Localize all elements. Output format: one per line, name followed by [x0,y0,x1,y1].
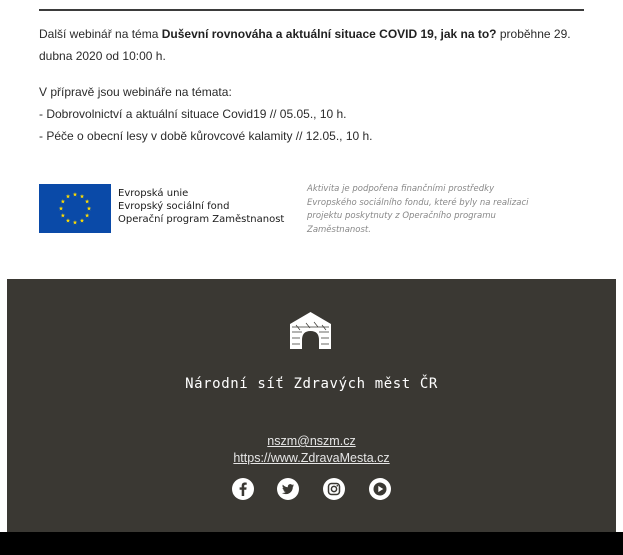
eu-star [59,206,63,210]
eu-star [85,199,89,203]
funding-note-line: Evropského sociálního fondu, které byly na realizaci [307,197,529,208]
webinar-announcement [39,23,584,67]
upcoming-webinar-1: - Dobrovolnictví a aktuální situace Covid19 // 05.05., 10 h. [39,107,347,121]
article-content [39,23,584,147]
funding-note-line: Aktivita je podpořena finančními prostředky [307,184,495,194]
instagram-icon[interactable] [323,478,345,500]
healthy-cities-logo-icon [288,310,333,350]
eu-funding-logo [39,183,584,237]
eu-star [73,192,77,196]
website-link[interactable]: https://www.ZdravaMesta.cz [233,451,390,465]
eu-line-1: Evropská unie [118,188,189,199]
funding-note-line: projektu poskytnuty z Operačního programu [307,211,496,221]
eu-star [85,213,89,217]
eu-logo-text [118,187,284,226]
organization-name: Národní síť Zdravých měst ČR [185,376,438,392]
eu-star [87,206,91,210]
social-links [7,478,616,502]
eu-flag-icon [39,184,111,233]
eu-star [61,213,65,217]
announcement-intro: Další webinář na téma [39,27,162,41]
eu-line-3: Operační program Zaměstnanost [118,214,285,225]
eu-line-2: Evropský sociální fond [118,201,230,212]
announcement-date: proběhne 29. dubna 2020 od 10:00 h. [39,27,571,63]
eu-star [66,194,70,198]
eu-star [80,218,84,222]
funding-note [307,183,557,237]
facebook-icon[interactable] [232,478,254,500]
email-link[interactable]: nszm@nszm.cz [267,434,356,448]
footer [7,279,616,532]
youtube-icon[interactable] [369,478,391,500]
webinar-topic: Duševní rovnováha a aktuální situace COVID 19, jak na to? [161,27,497,41]
eu-star [61,199,65,203]
prepared-heading: V přípravě jsou webináře na témata: [39,85,232,99]
upcoming-webinar-2: - Péče o obecní lesy v době kůrovcové kalamity // 12.05., 10 h. [39,129,373,143]
funding-note-line: Zaměstnanost. [307,224,371,235]
twitter-icon[interactable] [277,478,299,500]
divider [39,9,584,11]
eu-star [80,194,84,198]
eu-star [73,220,77,224]
eu-star [66,218,70,222]
